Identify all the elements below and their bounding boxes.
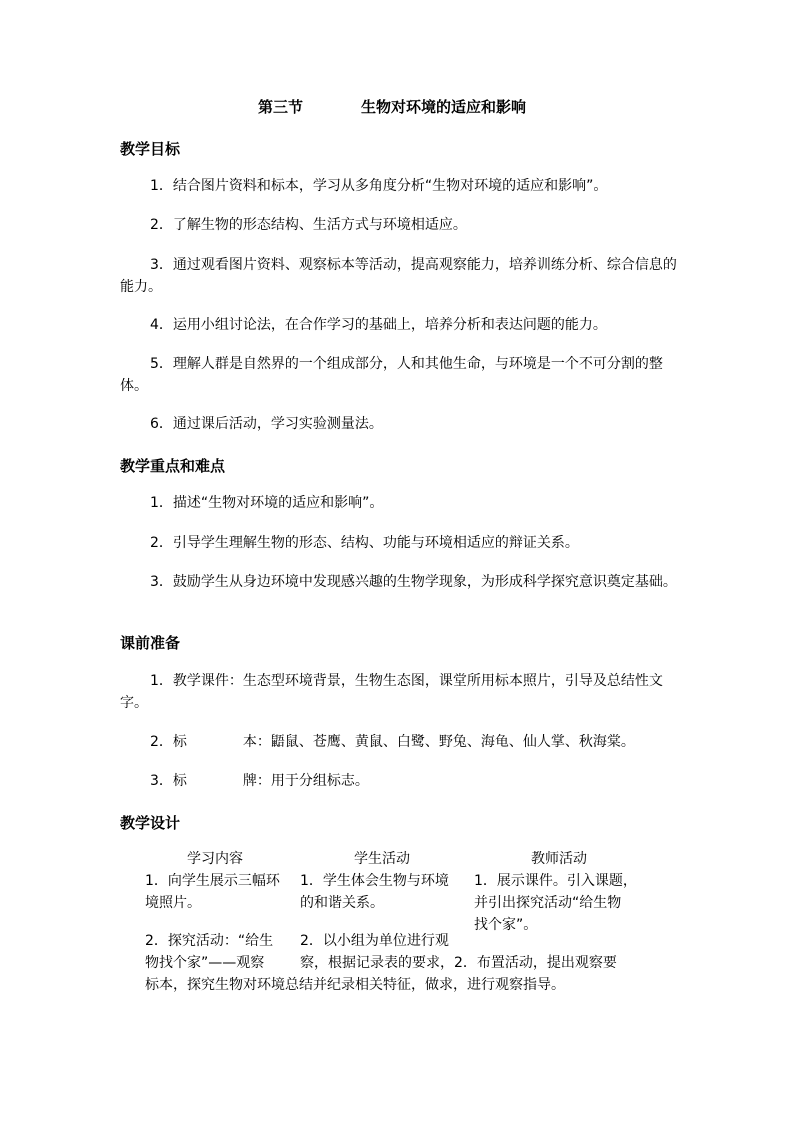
page-title <box>0 96 794 118</box>
table-cell: 2．探究活动：“给生 <box>145 933 274 949</box>
table-cell: 2．以小组为单位进行观 <box>300 933 449 949</box>
preparation-label: 3．标 <box>150 773 187 789</box>
table-cell: 境照片。 <box>145 895 201 911</box>
goal-item: 4．运用小组讨论法，在合作学习的基础上，培养分析和表达问题的能力。 <box>150 317 607 333</box>
key-point-item: 1．描述“生物对环境的适应和影响”。 <box>150 495 384 511</box>
column-header: 学习内容 <box>187 851 243 867</box>
goal-item: 5．理解人群是自然界的一个组成部分，人和其他生命，与环境是一个不可分割的整体。 <box>120 356 663 394</box>
preparation-item: 1．教学课件：生态型环境背景，生物生态图，课堂所用标本照片，引导及总结性文字。 <box>120 673 663 711</box>
table-cell: 找个家”。 <box>474 917 538 933</box>
table-cell: 并引出探究活动“给生物 <box>474 895 622 911</box>
preparation-label: 2．标 <box>150 734 187 750</box>
table-cell: 1．学生体会生物与环境 <box>300 873 449 889</box>
key-point-item: 2．引导学生理解生物的形态、结构、功能与环境相适应的辩证关系。 <box>150 535 579 551</box>
section-title: 生物对环境的适应和影响 <box>361 98 527 116</box>
key-points-heading: 教学重点和难点 <box>120 457 226 475</box>
preparation-text: 本：鼯鼠、苍鹰、黄鼠、白鹭、野兔、海龟、仙人掌、秋海棠。 <box>242 734 635 750</box>
preparation-item <box>150 770 369 792</box>
goal-item: 2．了解生物的形态结构、生活方式与环境相适应。 <box>150 217 467 233</box>
goal-item: 6．通过课后活动，学习实验测量法。 <box>150 416 383 432</box>
table-cell: 物找个家”——观察 <box>145 955 265 971</box>
table-cell: 标本，探究生物对环境总结并纪录相关特征，做求，进行观察指导。 <box>145 977 565 993</box>
goals-heading: 教学目标 <box>120 140 181 158</box>
table-cell: 的和谐关系。 <box>300 895 384 911</box>
column-header: 教师活动 <box>531 851 587 867</box>
key-point-item: 3．鼓励学生从身边环境中发现感兴趣的生物学现象，为形成科学探究意识奠定基础。 <box>150 574 677 590</box>
design-heading: 教学设计 <box>120 814 181 832</box>
goal-item: 3．通过观看图片资料、观察标本等活动，提高观察能力，培养训练分析、综合信息的能力。 <box>120 257 677 295</box>
column-header: 学生活动 <box>354 851 410 867</box>
table-cell: 察，根据记录表的要求，2．布置活动，提出观察要 <box>300 955 617 971</box>
section-number: 第三节 <box>258 98 304 116</box>
table-cell: 1．展示课件。引入课题， <box>474 873 637 889</box>
preparation-item <box>150 731 635 753</box>
goal-item: 1．结合图片资料和标本，学习从多角度分析“生物对环境的适应和影响”。 <box>150 178 608 194</box>
preparation-heading: 课前准备 <box>120 634 181 652</box>
table-cell: 1．向学生展示三幅环 <box>145 873 280 889</box>
preparation-text: 牌：用于分组标志。 <box>242 773 369 789</box>
